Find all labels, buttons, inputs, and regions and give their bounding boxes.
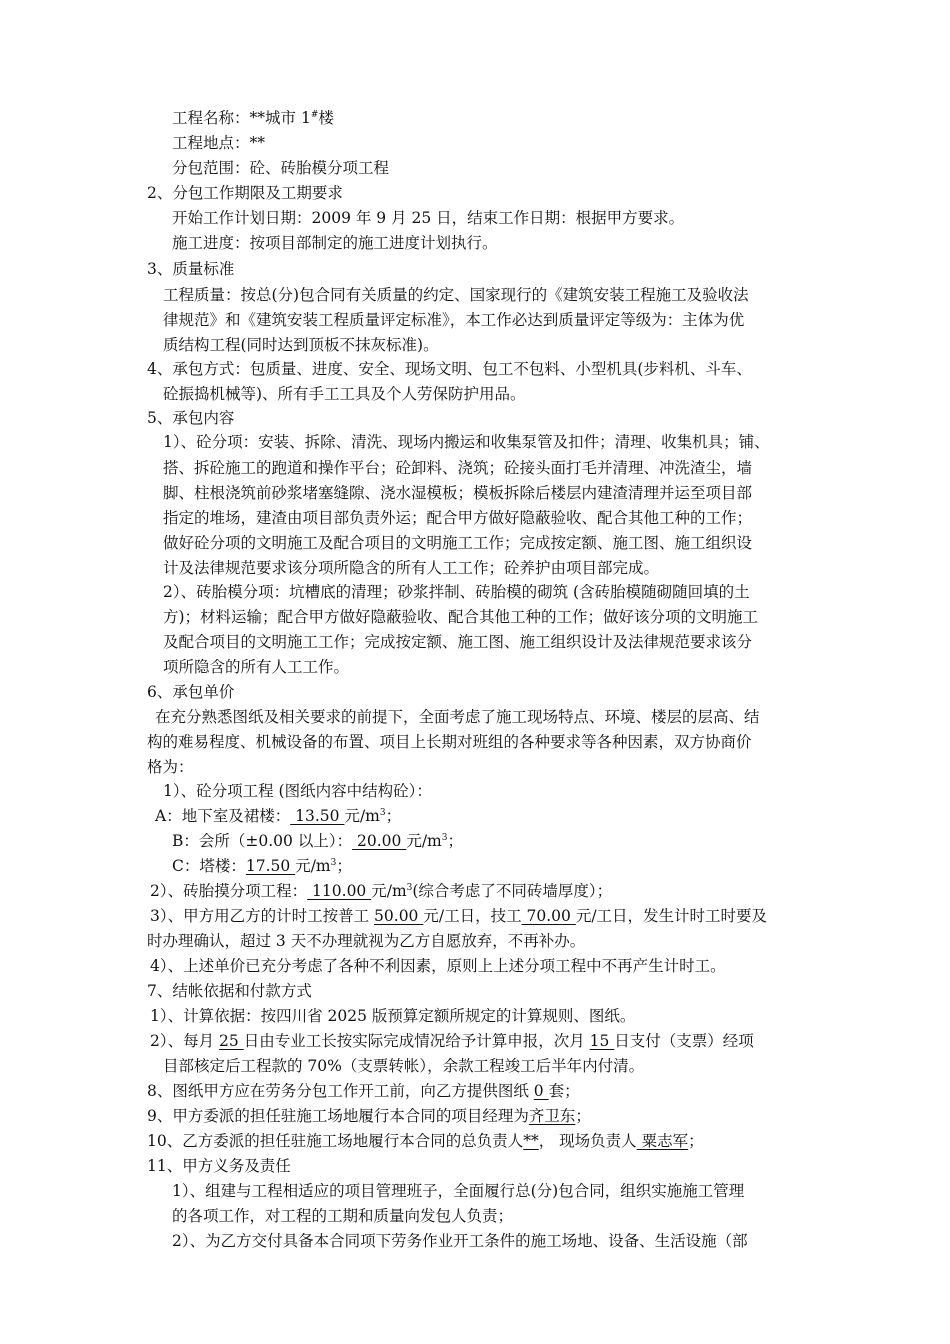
section-9-line: 9、甲方委派的担任驻施工场地履行本合同的项目经理为齐卫东； — [147, 1107, 591, 1125]
unit-price-note: 4）、上述单价已充分考虑了各种不利因素，原则上上述分项工程中不再产生计时工。 — [150, 957, 726, 975]
section-10-line: 10、乙方委派的担任驻施工场地履行本合同的总负责人**， 现场负责人 粟志军； — [147, 1132, 704, 1150]
pricing-paragraph-line: 在充分熟悉图纸及相关要求的前提下，全面考虑了施工现场特点、环境、楼层的层高、结 — [155, 708, 760, 726]
concrete-price-heading: 1）、砼分项工程 (图纸内容中结构砼）： — [163, 782, 432, 800]
party-a-duty-line: 2）、为乙方交付具备本合同项下劳务作业开工条件的施工场地、设备、生活设施（部 — [172, 1232, 748, 1250]
section-7-heading: 7、结帐依据和付款方式 — [147, 982, 312, 1000]
concrete-item-line: 指定的堆场，建渣由项目部负责外运；配合甲方做好隐蔽验收、配合其他工种的工作； — [163, 509, 753, 527]
concrete-item-line: 搭、拆砼施工的跑道和操作平台；砼卸料、浇筑；砼接头面打毛并清理、冲洗渣尘，墙 — [163, 459, 753, 477]
pricing-paragraph-line: 格为： — [147, 758, 194, 776]
progress-line: 施工进度：按项目部制定的施工进度计划执行。 — [172, 234, 498, 252]
concrete-item-line: 1）、砼分项：安装、拆除、清洗、现场内搬运和收集泵管及扣件；清理、收集机具；铺、 — [163, 433, 770, 451]
price-clubhouse: B：会所（±0.00 以上）： 20.00 元$/m^3$； — [172, 832, 463, 850]
price-basement: A：地下室及裙楼： 13.50 元$/m^3$； — [155, 807, 402, 825]
section-11-heading: 11、甲方义务及责任 — [147, 1157, 291, 1175]
brick-mould-item-line: 及配合项目的文明施工工作；完成按定额、施工图、施工组织设计及法律规范要求该分 — [163, 633, 753, 651]
quality-line: 律规范》和《建筑安装工程质量评定标准》，本工作必达到质量评定等级为：主体为优 — [163, 311, 745, 329]
payment-line: 2）、每月 25 日由专业工长按实际完成情况给予计算申报，次月 15 日支付（支票）经项 — [150, 1032, 754, 1050]
concrete-item-line: 做好砼分项的文明施工及配合项目的文明施工工作；完成按定额、施工图、施工组织设 — [163, 534, 753, 552]
hourly-labor-line: 3）、甲方用乙方的计时工按普工 50.00 元/工日，技工 70.00 元/工日，发生计时工时要及 — [150, 907, 768, 925]
concrete-item-line: 脚、柱根浇筑前砂浆堵塞缝隙、浇水湿模板；模板拆除后楼层内建渣清理并运至项目部 — [163, 484, 753, 502]
price-tower: C：塔楼：17.50 元$/m^3$； — [172, 857, 352, 875]
quality-line: 工程质量：按总(分)包合同有关质量的约定、国家现行的《建筑安装工程施工及验收法 — [163, 286, 749, 304]
calc-basis-line: 1）、计算依据：按四川省 2025 版预算定额所规定的计算规则、图纸。 — [150, 1007, 636, 1025]
project-name: 工程名称：**城市 1#楼 — [172, 109, 334, 127]
pricing-paragraph-line: 构的难易程度、机械设备的布置、项目上长期对班组的各种要求等各种因素，双方协商价 — [147, 733, 752, 751]
section-6-heading: 6、承包单价 — [147, 683, 235, 701]
brick-mould-item-line: 2）、砖胎模分项：坑槽底的清理；砂浆拌制、砖胎模的砌筑 (含砖胎模随砌随回填的土 — [163, 583, 750, 601]
section-3-heading: 3、质量标准 — [147, 260, 235, 278]
section-2-heading: 2、分包工作期限及工期要求 — [147, 184, 343, 202]
concrete-item-line: 计及法律规范要求该分项所隐含的所有人工工作；砼养护由项目部完成。 — [163, 559, 660, 577]
section-4-line: 4、承包方式：包质量、进度、安全、现场文明、包工不包料、小型机具(步料机、斗车、 — [147, 360, 752, 378]
payment-line: 目部核定后工程款的 70%（支票转帐），余款工程竣工后半年内付清。 — [163, 1057, 645, 1075]
section-4-line: 砼振捣机械等)、所有手工工具及个人劳保防护用品。 — [163, 385, 526, 403]
quality-line: 质结构工程(同时达到顶板不抹灰标准)。 — [163, 336, 439, 354]
hourly-labor-line: 时办理确认，超过 3 天不办理就视为乙方自愿放弃，不再补办。 — [147, 932, 586, 950]
price-brick-mould: 2）、砖胎摸分项工程： 110.00 元$/m^3$(综合考虑了不同砖墙厚度）； — [150, 882, 613, 900]
brick-mould-item-line: 方)；材料运输；配合甲方做好隐蔽验收、配合其他工种的工作；做好该分项的文明施工 — [163, 608, 759, 626]
start-date-line: 开始工作计划日期：2009 年 9 月 25 日，结束工作日期：根据甲方要求。 — [172, 209, 685, 227]
section-5-heading: 5、承包内容 — [147, 409, 235, 427]
brick-mould-item-line: 项所隐含的所有人工工作。 — [163, 658, 350, 676]
section-8-line: 8、图纸甲方应在劳务分包工作开工前，向乙方提供图纸 0 套； — [147, 1082, 580, 1100]
subcontract-scope: 分包范围：砼、砖胎模分项工程 — [172, 159, 390, 177]
party-a-duty-line: 1）、组建与工程相适应的项目管理班子，全面履行总(分)包合同，组织实施施工管理 — [172, 1182, 745, 1200]
party-a-duty-line: 的各项工作，对工程的工期和质量向发包人负责； — [172, 1207, 514, 1225]
project-location: 工程地点：** — [172, 134, 266, 152]
